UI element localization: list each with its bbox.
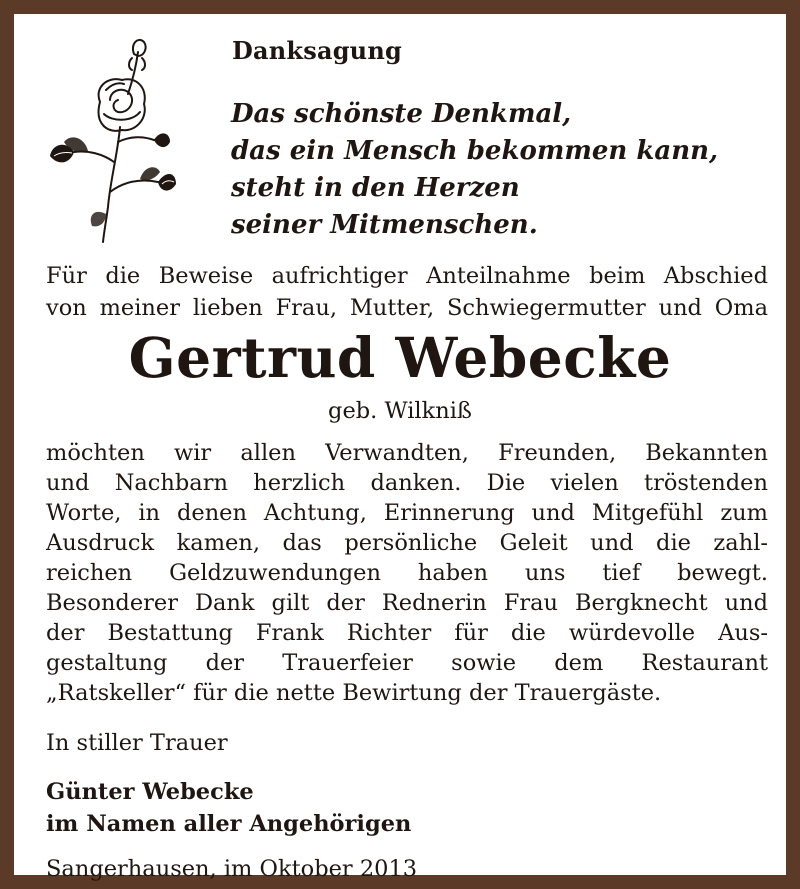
deceased-name: Gertrud Webecke xyxy=(128,325,672,390)
quote-line: Das schönste Denkmal, xyxy=(231,99,572,129)
intro-line: von meiner lieben Frau, Mutter, Schwiegermutter und Oma xyxy=(46,295,768,321)
quote-line: seiner Mitmenschen. xyxy=(231,210,538,240)
mourning-line: In stiller Trauer xyxy=(46,730,228,756)
body-line: Ausdruck kamen, das persönliche Geleit und die zahl- xyxy=(46,530,768,556)
body-line: Worte, in denen Achtung, Erinnerung und Mitgefühl zum xyxy=(46,500,768,526)
quote-line: das ein Mensch bekommen kann, xyxy=(231,136,719,166)
signer-note: im Namen aller Angehörigen xyxy=(46,811,412,837)
memorial-quote xyxy=(231,96,718,244)
body-line: „Ratskeller“ für die nette Bewirtung der Trauergäste. xyxy=(46,680,662,706)
quote-line: steht in den Herzen xyxy=(231,173,520,203)
body-line: und Nachbarn herzlich danken. Die vielen tröstenden xyxy=(46,470,768,496)
body-line: gestaltung der Trauerfeier sowie dem Restaurant xyxy=(46,650,768,676)
rose-icon xyxy=(48,32,178,247)
intro-line: Für die Beweise aufrichtiger Anteilnahme beim Abschied xyxy=(46,263,768,289)
thanks-body xyxy=(46,438,768,708)
signers xyxy=(46,776,411,840)
body-line: Besonderer Dank gilt der Rednerin Frau Bergknecht und xyxy=(46,590,768,616)
birth-name: geb. Wilkniß xyxy=(328,398,472,424)
place-date: Sangerhausen, im Oktober 2013 xyxy=(46,856,418,882)
heading-danksagung: Danksagung xyxy=(232,36,402,65)
body-line: reichen Geldzuwendungen haben uns tief bewegt. xyxy=(46,560,768,586)
signer-name: Günter Webecke xyxy=(46,779,254,805)
body-line: der Bestattung Frank Richter für die würdevolle Aus- xyxy=(46,620,768,646)
intro-text xyxy=(46,260,768,324)
body-line: möchten wir allen Verwandten, Freunden, Bekannten xyxy=(46,440,768,466)
